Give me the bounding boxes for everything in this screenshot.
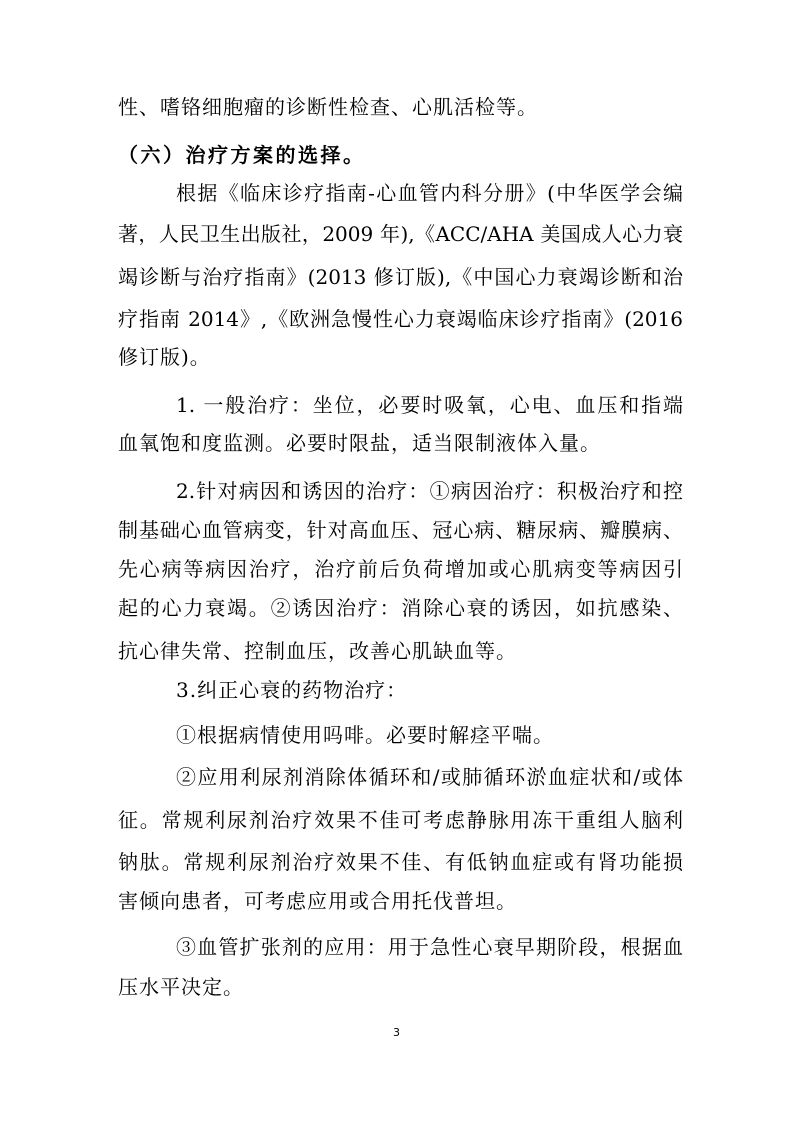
paragraph-line: 根据《临床诊疗指南-心血管内科分册》(中华医学会编 (176, 181, 683, 205)
paragraph-line: 疗指南 2014》,《欧洲急慢性心力衰竭临床诊疗指南》(2016 (118, 307, 683, 331)
paragraph-line: 害倾向患者，可考虑应用或合用托伐普坦。 (118, 889, 517, 913)
page-number: 3 (393, 1026, 400, 1039)
paragraph-line: 抗心律失常、控制血压，改善心肌缺血等。 (118, 639, 517, 663)
drug-treatment-title: 3.纠正心衰的药物治疗： (176, 678, 408, 702)
paragraph-line: 钠肽。常规利尿剂治疗效果不佳、有低钠血症或有肾功能损 (118, 850, 683, 874)
section-heading: （六）治疗方案的选择。 (118, 143, 366, 167)
paragraph-line: 1. 一般治疗：坐位，必要时吸氧，心电、血压和指端 (176, 393, 683, 417)
paragraph-line: 修订版)。 (118, 345, 211, 369)
paragraph-line: ②应用利尿剂消除体循环和/或肺循环淤血症状和/或体 (176, 765, 683, 789)
paragraph-line: 性、嗜铬细胞瘤的诊断性检查、心肌活检等。 (118, 95, 538, 119)
paragraph-line: 血氧饱和度监测。必要时限盐，适当限制液体入量。 (118, 431, 601, 455)
paragraph-line: 先心病等病因治疗，治疗前后负荷增加或心肌病变等病因引 (118, 557, 683, 581)
paragraph-line: 竭诊断与治疗指南》(2013 修订版),《中国心力衰竭诊断和治 (118, 265, 683, 289)
paragraph-line: 著，人民卫生出版社，2009 年),《ACC/AHA 美国成人心力衰 (118, 222, 683, 246)
paragraph-line: ③血管扩张剂的应用：用于急性心衰早期阶段，根据血 (176, 935, 683, 959)
paragraph-line: 征。常规利尿剂治疗效果不佳可考虑静脉用冻干重组人脑利 (118, 808, 683, 832)
paragraph-line: ①根据病情使用吗啡。必要时解痉平喘。 (176, 723, 554, 747)
paragraph-line: 压水平决定。 (118, 975, 244, 999)
paragraph-line: 制基础心血管病变，针对高血压、冠心病、糖尿病、瓣膜病、 (118, 518, 683, 542)
paragraph-line: 起的心力衰竭。②诱因治疗：消除心衰的诱因，如抗感染、 (118, 596, 683, 620)
paragraph-line: 2.针对病因和诱因的治疗：①病因治疗：积极治疗和控 (176, 479, 683, 503)
